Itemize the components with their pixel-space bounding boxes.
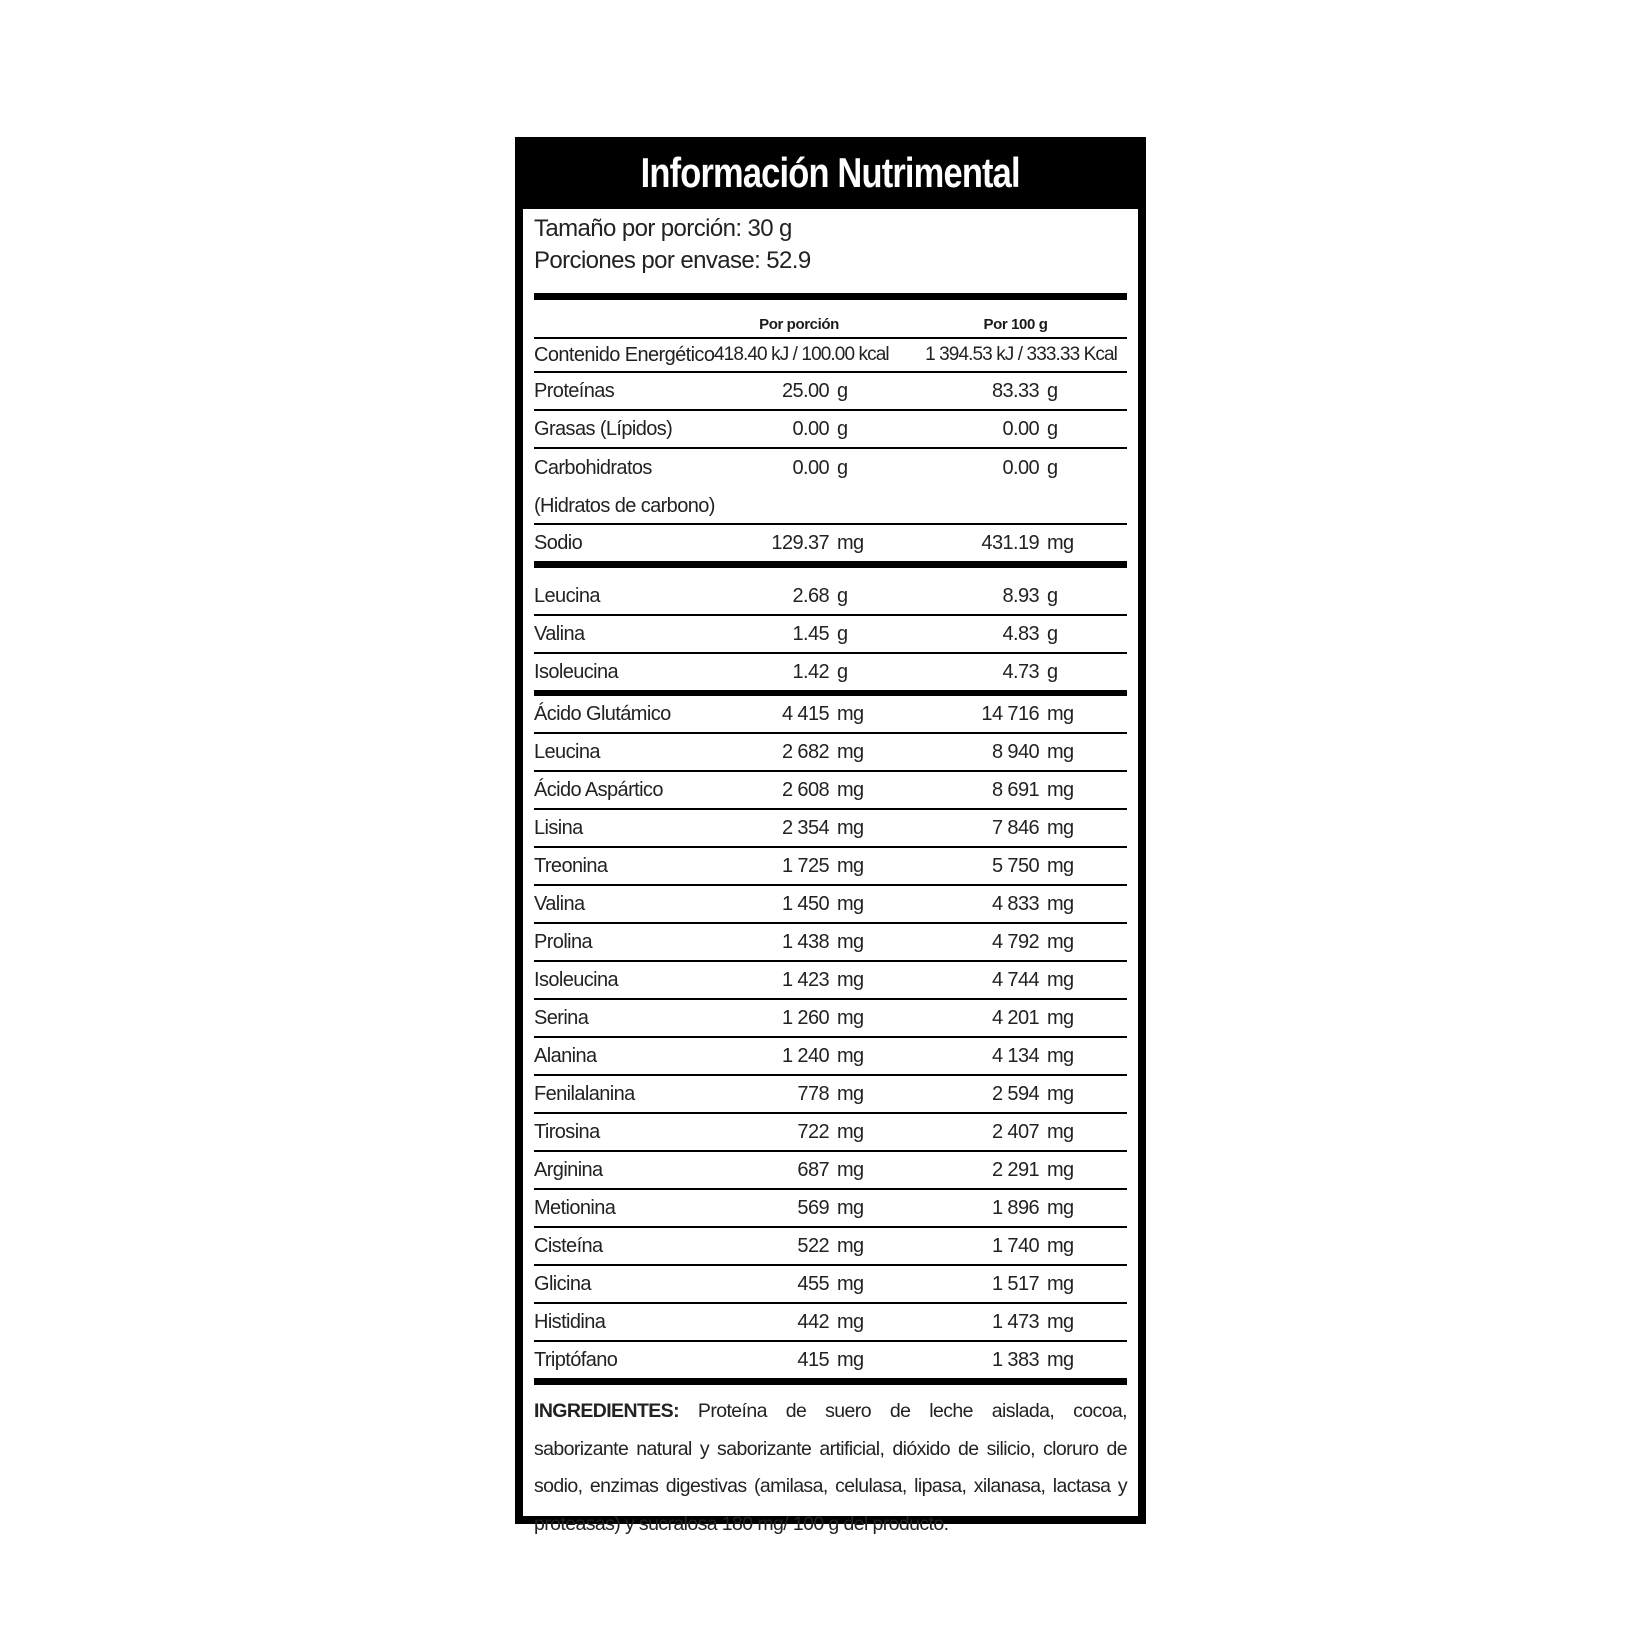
ingredients-text: Proteína de suero de leche aislada, cocoa, saborizante natural y saborizante artificial, dióxido de silicio, cloruro de sodio, enzimas digestivas (amilasa, celulasa, lipasa, xilanasa, lactasa y proteasas) y sucralosa 180 mg/ 100 g del producto.: [534, 1400, 1127, 1535]
unit: g: [1047, 622, 1058, 645]
nutrient-row: [534, 1114, 1127, 1150]
nutrient-name: Carbohidratos: [534, 457, 652, 479]
nutrient-name: Metionina: [534, 1196, 616, 1219]
unit: mg: [837, 1082, 864, 1105]
value-per-100g: 8.93: [1002, 584, 1039, 607]
unit: mg: [1047, 1082, 1074, 1105]
unit: mg: [1047, 892, 1074, 915]
value-per-serving: 2 608: [781, 778, 829, 801]
value-per-100g: 2 291: [991, 1158, 1039, 1181]
nutrient-name: Valina: [534, 622, 585, 645]
macro-rows: [534, 373, 1127, 449]
nutrient-row: [534, 1304, 1127, 1340]
energy-row: [534, 339, 1127, 371]
value-per-serving: 1 450: [781, 892, 829, 915]
label-title: Información Nutrimental: [640, 149, 1021, 196]
label-body: [534, 209, 1127, 1543]
unit: mg: [837, 854, 864, 877]
unit: g: [837, 660, 848, 683]
nutrient-row: [534, 886, 1127, 922]
value-per-serving: 455: [797, 1272, 829, 1295]
unit: mg: [1047, 854, 1074, 877]
unit: mg: [837, 1310, 864, 1333]
amino-acid-rows: [534, 696, 1127, 1378]
nutrient-name: Triptófano: [534, 1348, 618, 1371]
unit: mg: [1047, 1006, 1074, 1029]
value-per-serving: 0.00: [792, 417, 829, 440]
servings-per-container: Porciones por envase: 52.9: [534, 247, 811, 274]
value-per-serving: 687: [797, 1158, 829, 1181]
value-per-100g: 4 134: [991, 1044, 1039, 1067]
nutrient-row: [534, 1076, 1127, 1112]
title-bar: [523, 137, 1138, 209]
nutrient-row: [534, 734, 1127, 770]
unit: mg: [1047, 1158, 1074, 1181]
value-per-serving: 1 260: [781, 1006, 829, 1029]
nutrient-name: Glicina: [534, 1272, 591, 1295]
nutrient-name: Tirosina: [534, 1120, 600, 1143]
nutrient-row: [534, 962, 1127, 998]
unit: g: [837, 584, 848, 607]
unit: mg: [837, 702, 864, 725]
unit: mg: [837, 1158, 864, 1181]
value-per-serving: 415: [797, 1348, 829, 1371]
nutrient-row: [534, 848, 1127, 884]
nutrient-name: Treonina: [534, 854, 608, 877]
unit: mg: [837, 531, 864, 554]
value-per-serving: 778: [797, 1082, 829, 1105]
value-per-serving: 1.42: [792, 660, 829, 683]
unit: mg: [837, 740, 864, 763]
value-per-serving: 569: [797, 1196, 829, 1219]
nutrient-name: Prolina: [534, 930, 593, 953]
value-per-100g: 4.83: [1002, 622, 1039, 645]
unit: mg: [837, 892, 864, 915]
nutrient-name: Grasas (Lípidos): [534, 417, 673, 440]
unit: mg: [1047, 1348, 1074, 1371]
value-per-100g: 8 940: [991, 740, 1039, 763]
value-per-serving: 418.40 kJ / 100.00 kcal: [714, 344, 889, 365]
nutrient-name: Arginina: [534, 1158, 603, 1181]
nutrient-row: [534, 1152, 1127, 1188]
unit: mg: [837, 1348, 864, 1371]
unit: mg: [1047, 778, 1074, 801]
unit: mg: [1047, 1120, 1074, 1143]
value-per-serving: 2 354: [781, 816, 829, 839]
unit: mg: [837, 816, 864, 839]
value-per-100g: 7 846: [991, 816, 1039, 839]
unit: mg: [1047, 1044, 1074, 1067]
unit: mg: [837, 1044, 864, 1067]
unit: g: [1047, 660, 1058, 683]
value-per-100g: 1 473: [991, 1310, 1039, 1333]
value-per-serving: 2.68: [792, 584, 829, 607]
value-per-serving: 25.00: [781, 379, 829, 402]
unit: mg: [837, 1120, 864, 1143]
value-per-100g: 431.19: [981, 531, 1039, 554]
nutrient-name: Lisina: [534, 816, 583, 839]
value-per-100g: 1 394.53 kJ / 333.33 Kcal: [925, 344, 1117, 365]
nutrient-row: [534, 1000, 1127, 1036]
value-per-100g: 1 383: [991, 1348, 1039, 1371]
value-per-100g: 4 792: [991, 930, 1039, 953]
nutrient-name: Serina: [534, 1006, 589, 1029]
value-per-serving: 4 415: [781, 702, 829, 725]
value-per-serving: 1 423: [781, 968, 829, 991]
header-per-serving: Por porción: [759, 316, 839, 333]
unit: g: [837, 417, 848, 440]
ingredients: [534, 1393, 1127, 1543]
unit: mg: [837, 1196, 864, 1219]
nutrient-name: Leucina: [534, 740, 600, 763]
value-per-100g: 1 740: [991, 1234, 1039, 1257]
nutrient-row: [534, 616, 1127, 652]
unit: mg: [837, 1006, 864, 1029]
header-per-100g: Por 100 g: [983, 316, 1048, 333]
value-per-serving: 129.37: [771, 531, 829, 554]
nutrient-name: Leucina: [534, 584, 600, 607]
unit: g: [837, 457, 848, 479]
value-per-100g: 14 716: [981, 702, 1039, 725]
nutrient-name: Histidina: [534, 1310, 606, 1333]
nutrient-row: [534, 1038, 1127, 1074]
unit: mg: [1047, 702, 1074, 725]
value-per-100g: 0.00: [1002, 457, 1039, 479]
unit: mg: [1047, 1196, 1074, 1219]
unit: mg: [837, 1234, 864, 1257]
unit: mg: [1047, 740, 1074, 763]
value-per-100g: 2 407: [991, 1120, 1039, 1143]
unit: mg: [837, 1272, 864, 1295]
value-per-100g: 8 691: [991, 778, 1039, 801]
value-per-serving: 722: [797, 1120, 829, 1143]
nutrient-name: Isoleucina: [534, 660, 619, 683]
nutrient-row: [534, 1342, 1127, 1378]
nutrient-name: Isoleucina: [534, 968, 619, 991]
nutrient-row: [534, 924, 1127, 960]
value-per-100g: 4.73: [1002, 660, 1039, 683]
nutrient-name: Alanina: [534, 1044, 597, 1067]
unit: mg: [1047, 531, 1074, 554]
nutrient-name: Valina: [534, 892, 585, 915]
nutrient-name: Proteínas: [534, 379, 615, 402]
bcaa-rows: [534, 578, 1127, 690]
value-per-100g: 4 201: [991, 1006, 1039, 1029]
unit: mg: [1047, 1234, 1074, 1257]
nutrient-name: Cisteína: [534, 1234, 603, 1257]
nutrient-row: [534, 810, 1127, 846]
unit: mg: [837, 968, 864, 991]
value-per-100g: 83.33: [991, 379, 1039, 402]
nutrient-row: [534, 772, 1127, 808]
value-per-serving: 1.45: [792, 622, 829, 645]
nutrient-row: [534, 1228, 1127, 1264]
nutrient-row: [534, 373, 1127, 409]
value-per-100g: 0.00: [1002, 417, 1039, 440]
unit: g: [1047, 417, 1058, 440]
nutrient-name: Ácido Glutámico: [534, 702, 671, 725]
nutrient-name: Fenilalanina: [534, 1082, 635, 1105]
nutrient-row: [534, 449, 1127, 523]
nutrition-label: [515, 137, 1146, 1535]
value-per-100g: 4 833: [991, 892, 1039, 915]
unit: g: [837, 379, 848, 402]
divider-thick: [534, 561, 1127, 568]
ingredients-label: INGREDIENTES:: [534, 1400, 679, 1422]
value-per-serving: 1 725: [781, 854, 829, 877]
nutrient-row: [534, 654, 1127, 690]
value-per-serving: 1 438: [781, 930, 829, 953]
nutrient-row: [534, 525, 1127, 561]
unit: mg: [1047, 1272, 1074, 1295]
column-headers: [534, 300, 1127, 337]
nutrient-row: [534, 1190, 1127, 1226]
divider-thick: [534, 293, 1127, 300]
unit: mg: [837, 930, 864, 953]
value-per-serving: 442: [797, 1310, 829, 1333]
unit: g: [1047, 457, 1058, 479]
value-per-100g: 5 750: [991, 854, 1039, 877]
unit: mg: [837, 778, 864, 801]
serving-size: Tamaño por porción: 30 g: [534, 215, 792, 242]
unit: mg: [1047, 968, 1074, 991]
nutrient-name: Sodio: [534, 531, 583, 554]
nutrient-row: [534, 578, 1127, 614]
nutrient-row: [534, 696, 1127, 732]
value-per-serving: 2 682: [781, 740, 829, 763]
unit: mg: [1047, 930, 1074, 953]
value-per-serving: 522: [797, 1234, 829, 1257]
value-per-serving: 0.00: [792, 457, 829, 479]
nutrient-name: Ácido Aspártico: [534, 778, 663, 801]
unit: g: [837, 622, 848, 645]
nutrient-row: [534, 1266, 1127, 1302]
value-per-100g: 1 517: [991, 1272, 1039, 1295]
unit: mg: [1047, 816, 1074, 839]
nutrient-name: Contenido Energético: [534, 343, 715, 366]
unit: g: [1047, 379, 1058, 402]
value-per-100g: 4 744: [991, 968, 1039, 991]
nutrient-row: [534, 411, 1127, 447]
divider-thick: [534, 1378, 1127, 1385]
nutrient-name-sub: (Hidratos de carbono): [534, 495, 715, 517]
unit: mg: [1047, 1310, 1074, 1333]
value-per-100g: 1 896: [991, 1196, 1039, 1219]
value-per-100g: 2 594: [991, 1082, 1039, 1105]
unit: g: [1047, 584, 1058, 607]
value-per-serving: 1 240: [781, 1044, 829, 1067]
